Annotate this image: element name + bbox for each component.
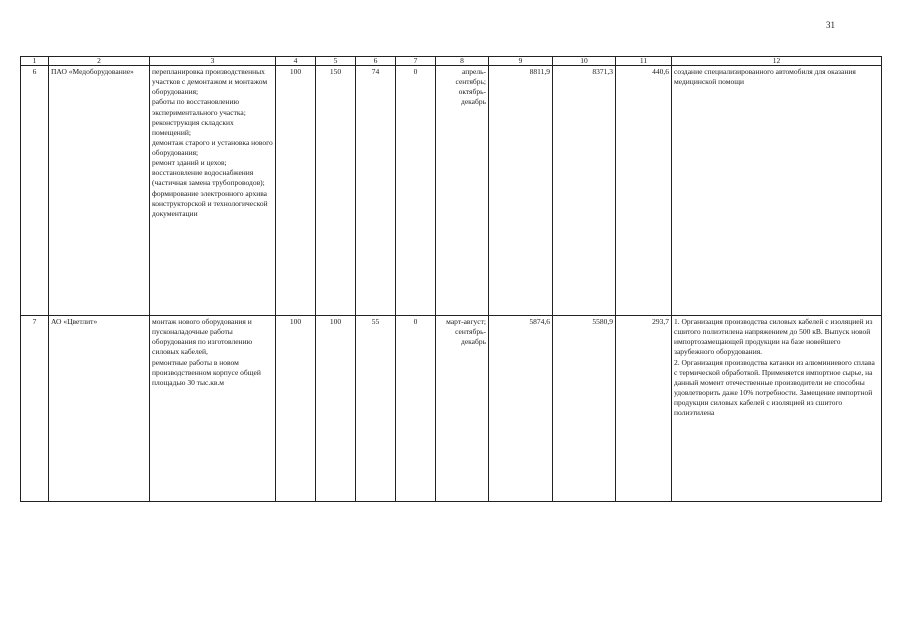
works-description: монтаж нового оборудования и пусконаладочные работы оборудования по изготовлению силовых кабелей, ремонтные работы в новом производственном корпусе общей площадью 30 тыс.кв.м [150,316,276,502]
col-header-12: 12 [672,57,882,66]
value-col-10: 8371,3 [553,66,616,316]
value-col-7: 0 [396,66,436,316]
value-col-6: 74 [356,66,396,316]
organization-name: ПАО «Медоборудование» [49,66,150,316]
value-col-9: 5874,6 [489,316,553,502]
value-col-7: 0 [396,316,436,502]
row-number: 6 [21,66,49,316]
period: апрель-сентябрь; октябрь-декабрь [436,66,489,316]
value-col-11: 440,6 [616,66,672,316]
expected-result: создание специализированного автомобиля для оказания медицинской помощи [672,66,882,316]
value-col-9: 8811,9 [489,66,553,316]
expected-result: 1. Организация производства силовых кабелей с изоляцией из сшитого полиэтилена напряжением до 500 кВ. Выпуск новой импортозамещающей продукции на базе новейшего зарубежного оборудования. 2. Организация производства катанки из алюминиевого сплава с термической обработкой. Применяется импортное сырье, на данный момент отечественные производители не способны удовлетворить даже 10% потребности. Замещение импортной продукции силовых кабелей с изоляцией из сшитого полиэтилена [672,316,882,502]
col-header-8: 8 [436,57,489,66]
page-number: 31 [826,20,835,30]
col-header-2: 2 [49,57,150,66]
works-description: перепланировка производственных участков с демонтажом и монтажом оборудования; работы по восстановлению экспериментального участка; реконструкция складских помещений; демонтаж старого и установка нового оборудования; ремонт зданий и цехов; восстановление водоснабжения (частичная замена трубопроводов); формирование электронного архива конструкторской и технологической документации [150,66,276,316]
col-header-1: 1 [21,57,49,66]
col-header-7: 7 [396,57,436,66]
col-header-10: 10 [553,57,616,66]
col-header-11: 11 [616,57,672,66]
table-row [21,66,882,316]
value-col-4: 100 [276,66,316,316]
col-header-6: 6 [356,57,396,66]
table-row [21,316,882,502]
col-header-5: 5 [316,57,356,66]
col-header-4: 4 [276,57,316,66]
value-col-11: 293,7 [616,316,672,502]
value-col-6: 55 [356,316,396,502]
value-col-5: 150 [316,66,356,316]
row-number: 7 [21,316,49,502]
period: март-август; сентябрь-декабрь [436,316,489,502]
col-header-3: 3 [150,57,276,66]
registry-table [20,56,882,502]
col-header-9: 9 [489,57,553,66]
header-row [21,57,882,66]
organization-name: АО «Цветлит» [49,316,150,502]
value-col-5: 100 [316,316,356,502]
value-col-10: 5580,9 [553,316,616,502]
value-col-4: 100 [276,316,316,502]
